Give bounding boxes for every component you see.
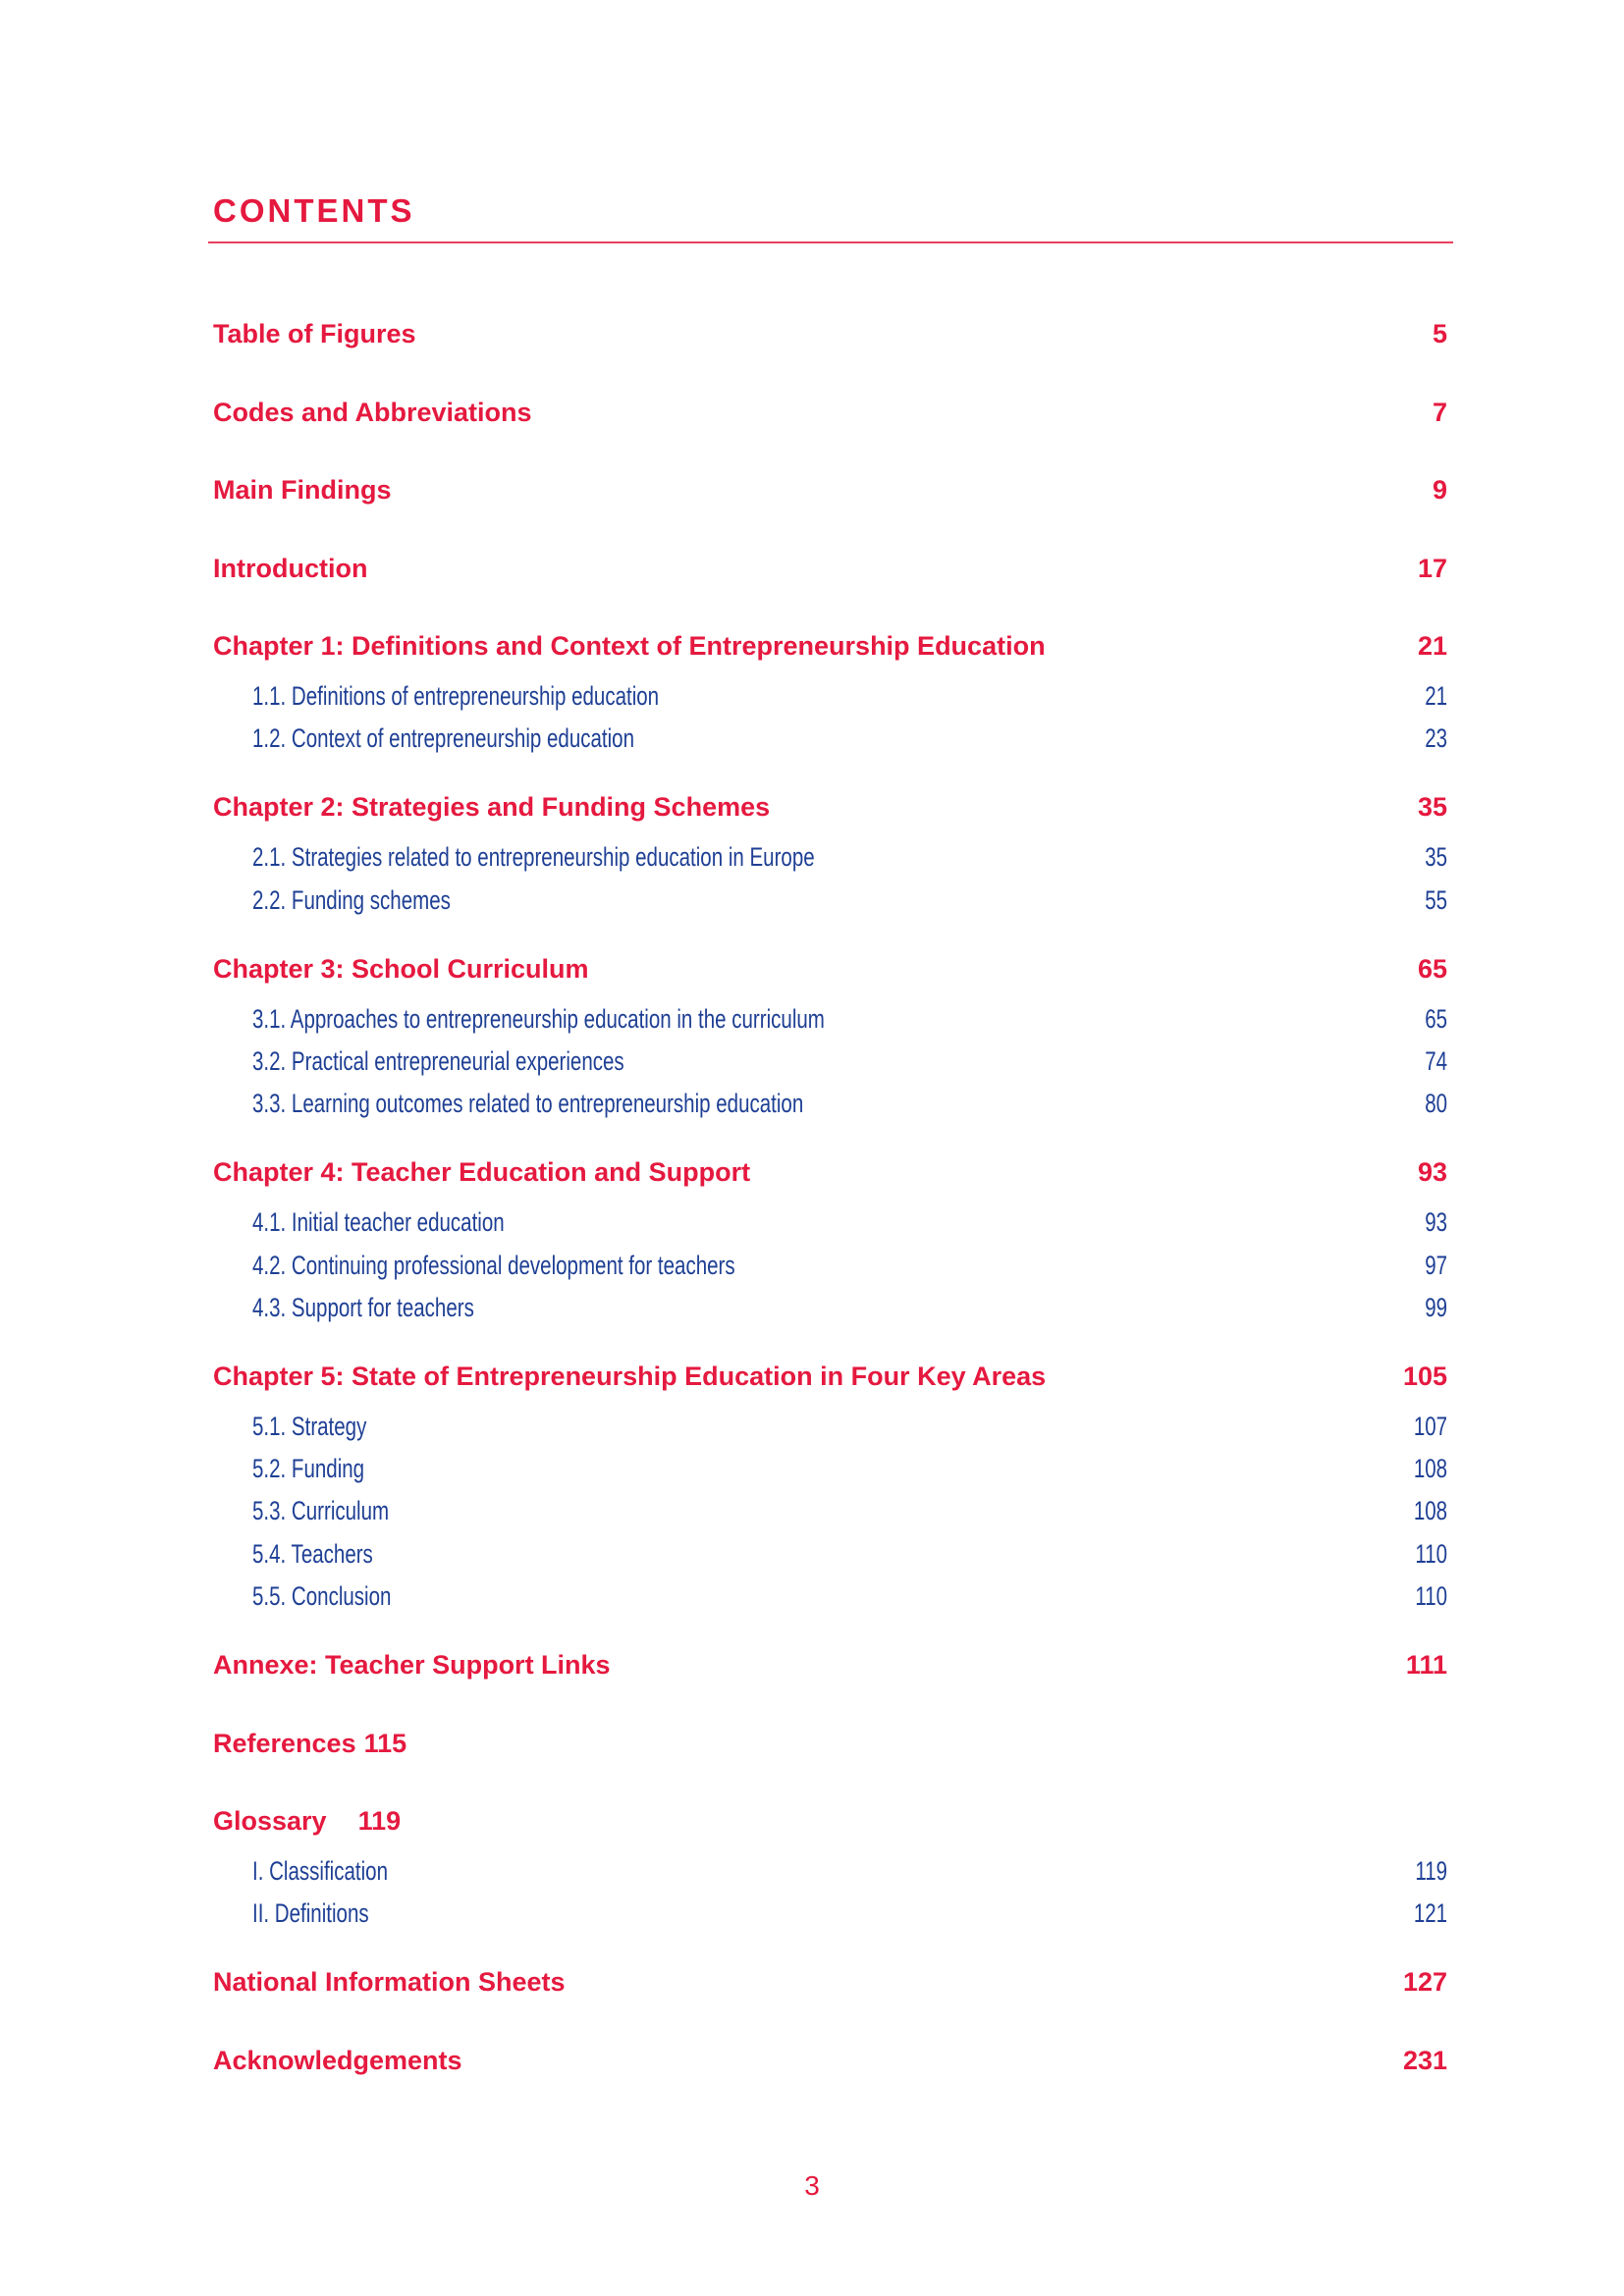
toc-subentry[interactable] — [213, 1895, 1447, 1929]
toc-subentry-label[interactable]: II. Definitions — [252, 1898, 369, 1929]
toc-entry-page[interactable]: 65 — [1417, 953, 1447, 984]
toc-entry-label[interactable]: Codes and Abbreviations — [213, 397, 532, 427]
page-title: CONTENTS — [213, 192, 415, 229]
toc-subentry-page[interactable]: 99 — [1425, 1292, 1447, 1322]
toc-subentry[interactable] — [213, 1408, 1447, 1441]
toc-entry-label[interactable]: Chapter 3: School Curriculum — [213, 953, 589, 984]
toc-entry[interactable] — [213, 1646, 1447, 1680]
toc-entry-label[interactable]: Acknowledgements — [213, 2045, 462, 2075]
toc-entry[interactable] — [213, 394, 1447, 427]
toc-entry[interactable] — [213, 627, 1447, 661]
toc-subentry-page[interactable]: 121 — [1413, 1898, 1447, 1929]
toc-subentry-label[interactable]: 1.2. Context of entrepreneurship education — [252, 723, 635, 754]
toc-subentry[interactable] — [213, 1450, 1447, 1484]
toc-subentry[interactable] — [213, 1085, 1447, 1119]
toc-subentry[interactable] — [213, 1535, 1447, 1569]
title-divider — [208, 241, 1453, 243]
toc-entry[interactable] — [213, 1963, 1447, 1998]
toc-subentry[interactable] — [213, 1492, 1447, 1526]
toc-entry-page[interactable]: 7 — [1432, 397, 1447, 427]
toc-entry-label[interactable]: Annexe: Teacher Support Links — [213, 1650, 611, 1680]
toc-entry-label[interactable]: Chapter 1: Definitions and Context of Entrepreneurship Education — [213, 631, 1046, 661]
toc-subentry-label[interactable]: 2.2. Funding schemes — [252, 884, 451, 915]
toc-entry-label-group[interactable] — [213, 1808, 401, 1835]
toc-entry[interactable] — [213, 1153, 1447, 1188]
toc-subentry-page[interactable]: 93 — [1425, 1207, 1447, 1238]
toc-entry-page[interactable]: 105 — [1402, 1361, 1447, 1391]
toc-subentry[interactable] — [213, 1000, 1447, 1034]
toc-entry-page[interactable]: 127 — [1402, 1967, 1447, 1998]
toc-entry-page[interactable]: 111 — [1405, 1650, 1447, 1680]
toc-subentry-page[interactable]: 108 — [1413, 1496, 1447, 1526]
toc-entry-label[interactable]: National Information Sheets — [213, 1967, 566, 1998]
toc-subentry-page[interactable]: 35 — [1425, 842, 1447, 873]
toc-entry[interactable] — [213, 1358, 1447, 1391]
toc-subentry-page[interactable]: 23 — [1425, 723, 1447, 754]
toc-subentry-label[interactable]: I. Classification — [252, 1856, 388, 1886]
toc-subentry[interactable] — [213, 1852, 1447, 1886]
toc-entry-label-group[interactable] — [213, 1728, 407, 1758]
toc-subentry[interactable] — [213, 677, 1447, 711]
toc-entry-page[interactable]: 9 — [1432, 475, 1447, 505]
toc-subentry[interactable] — [213, 1289, 1447, 1322]
toc-subentry-page[interactable]: 110 — [1415, 1581, 1447, 1611]
toc-entry-label[interactable]: Chapter 5: State of Entrepreneurship Education in Four Key Areas — [213, 1361, 1047, 1391]
toc-subentry[interactable] — [213, 1577, 1447, 1611]
toc-entry-label[interactable]: References — [213, 1728, 356, 1758]
toc-entry[interactable] — [213, 315, 1447, 348]
toc-subentry-label[interactable]: 4.1. Initial teacher education — [252, 1207, 505, 1238]
toc-entry-page[interactable]: 115 — [363, 1728, 407, 1758]
toc-subentry-label[interactable]: 5.2. Funding — [252, 1454, 365, 1484]
toc-subentry-label[interactable]: 3.1. Approaches to entrepreneurship education in the curriculum — [252, 1003, 825, 1034]
toc-subentry-page[interactable]: 65 — [1425, 1003, 1447, 1034]
toc-entry-label[interactable]: Table of Figures — [213, 319, 416, 348]
toc-subentry[interactable] — [213, 1042, 1447, 1076]
toc-subentry-label[interactable]: 4.2. Continuing professional development for teachers — [252, 1250, 735, 1280]
toc-subentry[interactable] — [213, 720, 1447, 754]
toc-entry[interactable] — [213, 950, 1447, 984]
toc-subentry-label[interactable]: 3.3. Learning outcomes related to entrepreneurship education — [252, 1089, 804, 1119]
toc-entry-label[interactable]: Glossary — [213, 1806, 327, 1836]
toc-subentry-page[interactable]: 119 — [1415, 1856, 1447, 1886]
toc-entry-label[interactable]: Introduction — [213, 553, 368, 583]
toc-entry-page[interactable]: 35 — [1417, 792, 1447, 823]
toc-subentry-label[interactable]: 5.5. Conclusion — [252, 1581, 392, 1611]
toc-subentry-label[interactable]: 2.1. Strategies related to entrepreneurship education in Europe — [252, 842, 815, 873]
toc-subentry-label[interactable]: 5.1. Strategy — [252, 1411, 367, 1441]
toc-entry-label[interactable]: Chapter 2: Strategies and Funding Schemes — [213, 792, 771, 823]
toc-entry[interactable] — [213, 1725, 1447, 1758]
toc-subentry[interactable] — [213, 881, 1447, 915]
toc-entry-page[interactable]: 231 — [1402, 2045, 1447, 2075]
toc-entry-page[interactable]: 21 — [1417, 631, 1447, 661]
toc-entry[interactable] — [213, 1802, 1447, 1836]
toc-subentry-page[interactable]: 80 — [1425, 1089, 1447, 1119]
toc-entry-page[interactable]: 119 — [357, 1806, 402, 1836]
toc-subentry-page[interactable]: 74 — [1425, 1045, 1447, 1076]
toc-entry-page[interactable]: 17 — [1417, 553, 1447, 583]
toc-subentry[interactable] — [213, 1203, 1447, 1238]
toc-subentry-label[interactable]: 5.3. Curriculum — [252, 1496, 390, 1526]
toc-subentry[interactable] — [213, 1247, 1447, 1280]
toc-entry-label[interactable]: Chapter 4: Teacher Education and Support — [213, 1157, 751, 1188]
toc-entry[interactable] — [213, 788, 1447, 823]
page-number: 3 — [804, 2170, 820, 2201]
toc-subentry-page[interactable]: 110 — [1415, 1538, 1447, 1569]
toc-subentry-page[interactable]: 107 — [1413, 1411, 1447, 1441]
toc-subentry[interactable] — [213, 838, 1447, 873]
toc-entry[interactable] — [213, 471, 1447, 505]
toc-subentry-page[interactable]: 108 — [1413, 1454, 1447, 1484]
toc-entry[interactable] — [213, 2042, 1447, 2075]
toc-subentry-label[interactable]: 1.1. Definitions of entrepreneurship education — [252, 681, 660, 711]
toc-subentry-label[interactable]: 3.2. Practical entrepreneurial experiences — [252, 1045, 624, 1076]
toc-subentry-page[interactable]: 21 — [1425, 681, 1447, 711]
toc-entry-page[interactable]: 93 — [1417, 1157, 1447, 1188]
toc-subentry-page[interactable]: 97 — [1425, 1250, 1447, 1280]
toc-entry-page[interactable]: 5 — [1432, 319, 1447, 348]
toc-subentry-label[interactable]: 4.3. Support for teachers — [252, 1292, 474, 1322]
toc-subentry-label[interactable]: 5.4. Teachers — [252, 1538, 373, 1569]
toc-entry-label[interactable]: Main Findings — [213, 475, 392, 505]
toc-subentry-page[interactable]: 55 — [1425, 884, 1447, 915]
toc-entry[interactable] — [213, 550, 1447, 583]
